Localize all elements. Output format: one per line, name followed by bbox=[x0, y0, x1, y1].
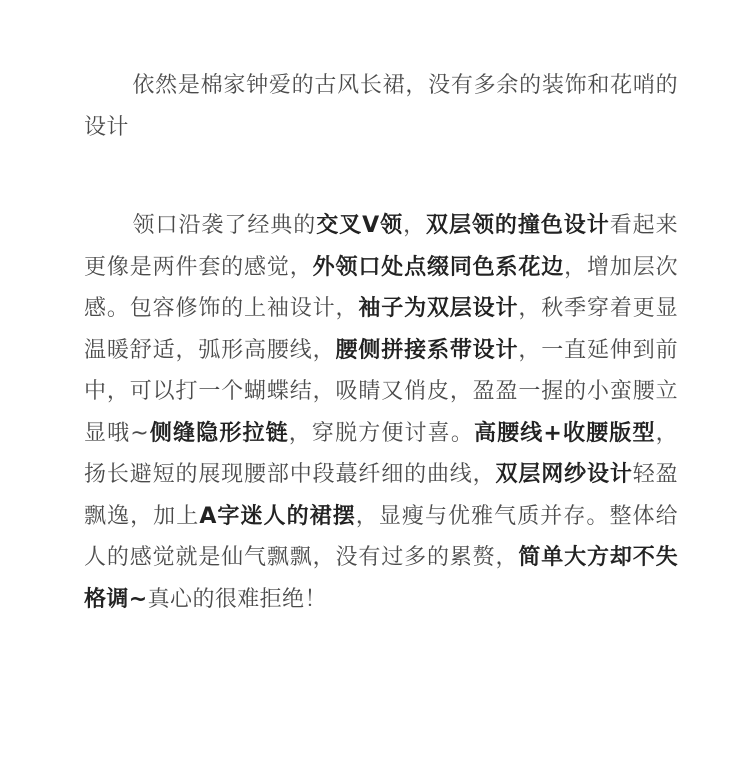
detail-segment: ， bbox=[403, 213, 427, 238]
paragraph-details bbox=[84, 205, 678, 620]
detail-segment: ，扬长避短的展现腰部中段蕞纤细的曲线， bbox=[84, 420, 678, 487]
detail-segment: 真心的很难拒绝！ bbox=[147, 586, 327, 612]
paragraph-intro bbox=[84, 65, 678, 148]
detail-segment: ，秋季穿着更显温暖舒适，弧形高腰线， bbox=[84, 296, 678, 363]
detail-highlight: 外领口处点缀同色系花边 bbox=[312, 254, 565, 280]
detail-highlight: 简单大方却不失格调~ bbox=[84, 545, 678, 612]
detail-segment: 领口沿袭了经典的 bbox=[132, 213, 317, 238]
detail-segment: ，穿脱方便讨喜。 bbox=[288, 420, 474, 446]
detail-highlight: 交叉V领 bbox=[316, 213, 404, 238]
detail-highlight: 腰侧拼接系带设计 bbox=[335, 337, 519, 363]
detail-highlight: 双层网纱设计 bbox=[495, 462, 633, 487]
detail-segment: 轻盈飘逸，加上 bbox=[84, 462, 678, 529]
detail-segment: 看起来更像是两件套的感觉， bbox=[84, 213, 679, 280]
intro-text: 依然是棉家钟爱的古风长裙，没有多余的装饰和花哨的设计 bbox=[84, 73, 678, 140]
detail-segment: ，增加层次感。包容修饰的上袖设计， bbox=[84, 254, 678, 321]
detail-segment: ，一直延伸到前中，可以打一个蝴蝶结，吸睛又俏皮，盈盈一握的小蛮腰立显哦~ bbox=[84, 337, 678, 446]
detail-highlight: A字迷人的裙摆 bbox=[199, 503, 356, 529]
detail-highlight: 高腰线+收腰版型 bbox=[473, 420, 656, 446]
detail-highlight: 袖子为双层设计 bbox=[358, 296, 519, 321]
detail-highlight: 双层领的撞色设计 bbox=[426, 213, 610, 238]
detail-highlight: 侧缝隐形拉链 bbox=[149, 420, 289, 446]
detail-segment: ，显瘦与优雅气质并存。整体给人的感觉就是仙气飘飘，没有过多的累赘， bbox=[84, 503, 678, 570]
